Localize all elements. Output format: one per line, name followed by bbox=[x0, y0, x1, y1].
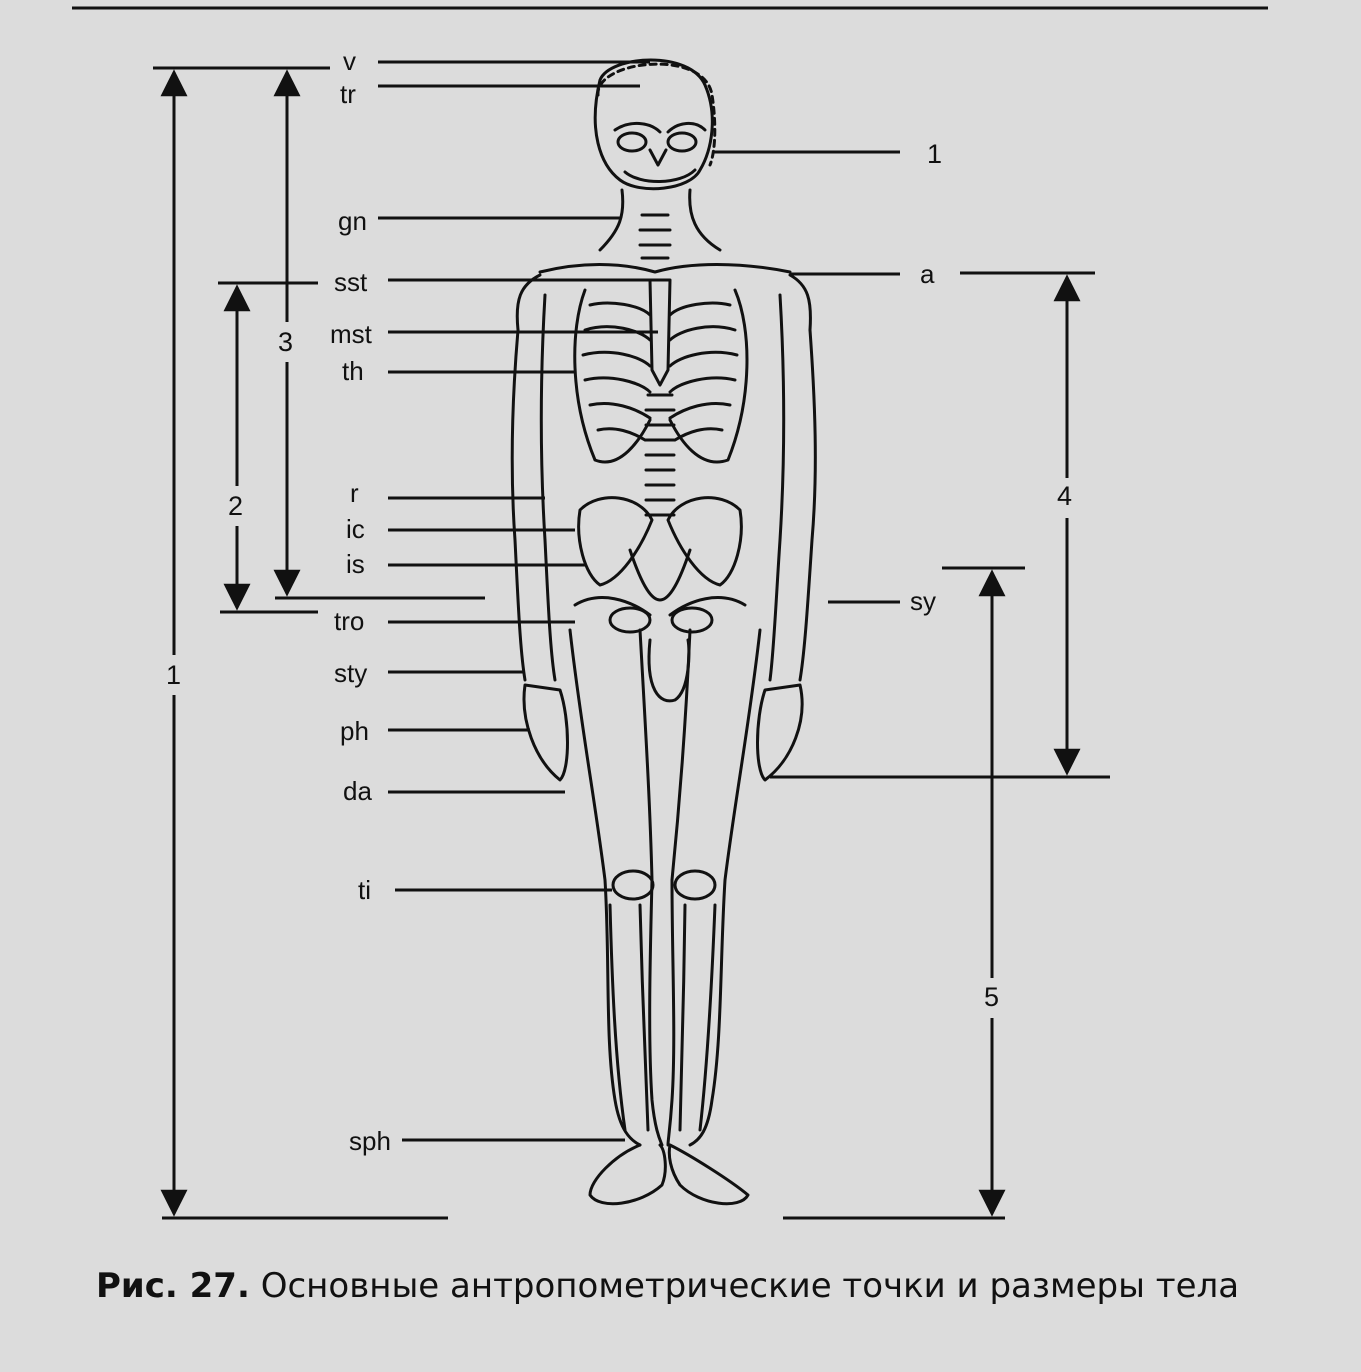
dimension-4-label: 4 bbox=[1057, 481, 1073, 511]
label-is: is bbox=[346, 549, 365, 579]
figure-caption bbox=[96, 1266, 1316, 1306]
label-mst: mst bbox=[330, 319, 372, 349]
label-ph: ph bbox=[340, 716, 369, 746]
label-sph: sph bbox=[349, 1126, 391, 1156]
label-tr: tr bbox=[340, 79, 356, 109]
dimension-3-label: 3 bbox=[278, 327, 294, 357]
label-tro: tro bbox=[334, 606, 365, 636]
right-pointer-lines bbox=[712, 152, 1110, 777]
left-labels bbox=[330, 46, 391, 1156]
figure-number: Рис. 27. bbox=[96, 1266, 250, 1306]
label-r: r bbox=[350, 478, 359, 508]
figure-title: Основные антропометрические точки и размеры тела bbox=[260, 1266, 1240, 1306]
skeleton-figure bbox=[512, 60, 815, 1204]
label-v: v bbox=[343, 46, 356, 76]
dimension-5-label: 5 bbox=[984, 982, 1000, 1012]
label-ti: ti bbox=[358, 875, 371, 905]
dimension-2-label: 2 bbox=[228, 491, 244, 521]
label-sty: sty bbox=[334, 658, 368, 688]
label-1-head: 1 bbox=[927, 139, 943, 169]
dimension-1-label: 1 bbox=[166, 660, 182, 690]
label-sst: sst bbox=[334, 267, 368, 297]
label-gn: gn bbox=[338, 206, 367, 236]
right-labels bbox=[910, 139, 942, 616]
label-da: da bbox=[343, 776, 372, 806]
label-ic: ic bbox=[346, 514, 365, 544]
label-a: a bbox=[920, 259, 935, 289]
label-sy: sy bbox=[910, 586, 936, 616]
label-th: th bbox=[342, 356, 364, 386]
